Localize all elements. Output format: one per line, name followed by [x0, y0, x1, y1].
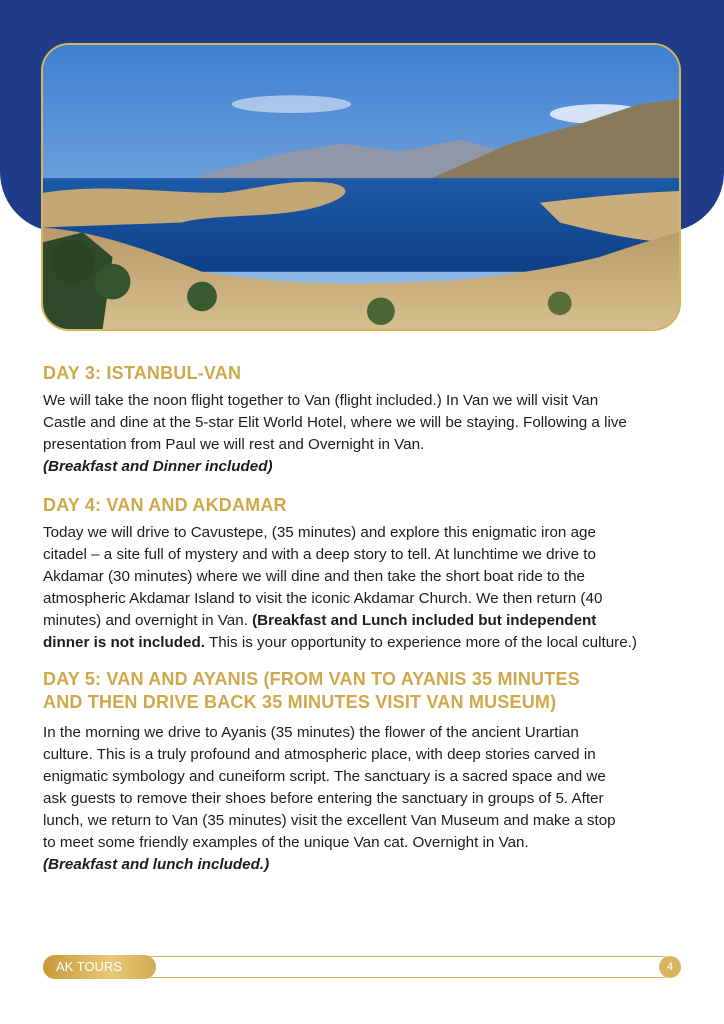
footer-brand: AK TOURS: [43, 955, 156, 979]
day-3-meals: (Breakfast and Dinner included): [43, 458, 273, 475]
day-4-dinner-note: dinner is not included.: [43, 634, 206, 651]
day-4-section: [43, 494, 683, 654]
day-3-title: DAY 3: ISTANBUL-VAN: [43, 363, 242, 383]
lake-landscape-image: [43, 45, 679, 329]
day-5-title: DAY 5: VAN AND AYANIS (FROM VAN TO AYANIS 35 MINUTES AND THEN DRIVE BACK 35 MINUTES VISIT VAN MUSEUM): [43, 669, 580, 712]
page-footer: [43, 955, 681, 981]
day-4-title: DAY 4: VAN AND AKDAMAR: [43, 495, 287, 515]
lake-landscape-photo: [41, 43, 681, 331]
day-5-section: [43, 668, 683, 876]
day-4-meals: (Breakfast and Lunch included but independent: [252, 612, 597, 629]
day-3-description: We will take the noon flight together to Van (flight included.) In Van we will visit Van Castle and dine at the 5-star Elit World Hotel, where we will be staying. Following a live presentation from Paul we will rest and Overnight in Van. (Breakfast and Dinner included): [43, 392, 627, 475]
day-3-section: [43, 362, 683, 478]
day-4-description: Today we will drive to Cavustepe, (35 minutes) and explore this enigmatic iron age citadel – a site full of mystery and with a deep story to tell. At lunchtime we drive to Akdamar (30 minutes) where we will dine and then take the short boat ride to the atmospheric Akdamar Island to visit the iconic Akdamar Church. We then return (40 minutes) and overnight in Van. (Breakfast and Lunch included but independent dinner is not included. This is your opportunity to experience more of the local culture.): [43, 524, 637, 651]
footer-rule: [143, 956, 673, 978]
day-5-meals: (Breakfast and lunch included.): [43, 856, 270, 873]
itinerary-content: [43, 362, 683, 876]
day-5-description: In the morning we drive to Ayanis (35 minutes) the flower of the ancient Urartian culture. This is a truly profound and atmospheric place, with deep stories carved in enigmatic symbology and cuneiform script. The sanctuary is a sacred space and we ask guests to remove their shoes before entering the sanctuary in groups of 5. After lunch, we return to Van (35 minutes) visit the excellent Van Museum and make a stop to meet some friendly examples of the unique Van cat. Overnight in Van. (Breakfast and lunch included.): [43, 724, 616, 873]
page-number: 4: [659, 956, 681, 978]
